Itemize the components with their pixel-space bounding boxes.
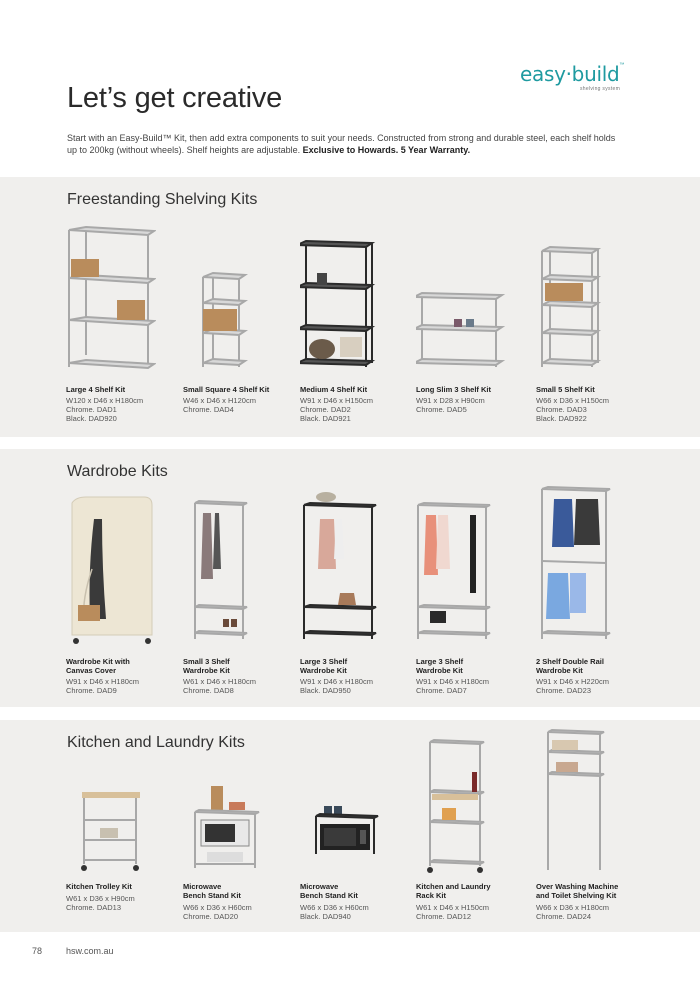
section-title: Freestanding Shelving Kits [67,191,258,208]
product-code: Chrome. DAD23 [536,686,592,695]
product-name: Wardrobe Kit with [66,657,130,666]
product-dimensions: W66 x D36 x H60cm [183,903,252,912]
product-dimensions: W91 x D46 x H180cm [66,677,139,686]
section-title: Kitchen and Laundry Kits [67,734,245,751]
product-name: Kitchen and Laundry [416,882,491,891]
product-dimensions: W91 x D46 x H150cm [300,396,373,405]
product-dimensions: W91 x D46 x H180cm [416,677,489,686]
intro-bold: Exclusive to Howards. 5 Year Warranty. [302,145,471,155]
product-name-line2: Canvas Cover [66,666,117,675]
page-number: 78 [32,946,43,956]
product-name-line2: Wardrobe Kit [536,666,583,675]
product-code: Chrome. DAD9 [66,686,117,695]
product-code: Chrome. DAD7 [416,686,467,695]
footer-url[interactable]: hsw.com.au [66,946,114,956]
brand-name: easy·build [520,62,620,86]
product-dimensions: W91 x D46 x H220cm [536,677,609,686]
product-code: Chrome. DAD12 [416,912,472,921]
section-freestanding [0,177,700,437]
product-code: Chrome. DAD2 [300,405,351,414]
product-code-alt: Black. DAD920 [66,414,117,423]
product-image [536,483,636,649]
product-image [536,728,636,876]
product-image [416,736,516,876]
brand-logo [520,62,640,96]
product-code-alt: Black. DAD922 [536,414,587,423]
product-code: Chrome. DAD5 [416,405,467,414]
product-name: Kitchen Trolley Kit [66,882,132,891]
product-name: Microwave [300,882,339,891]
page-title: Let’s get creative [67,82,283,114]
product-name-line2: Wardrobe Kit [183,666,230,675]
section-wardrobe [0,449,700,707]
product-code: Chrome. DAD24 [536,912,592,921]
product-name-line2: Bench Stand Kit [183,891,241,900]
intro-plain: Start with an Easy-Build™ Kit, then add extra components to suit your needs. Constructed from strong and durable steel, each shelf holds up to 200kg (without wheels). Shelf heights are adjustable. [67,133,616,155]
product-image [416,489,516,649]
product-dimensions: W120 x D46 x H180cm [66,396,144,405]
product-image [183,489,283,649]
product-dimensions: W66 x D36 x H150cm [536,396,609,405]
product-dimensions: W66 x D36 x H180cm [536,903,609,912]
product-code: Black. DAD940 [300,912,351,921]
product-image [66,772,166,876]
product-name-line2: Wardrobe Kit [416,666,463,675]
product-dimensions: W46 x D46 x H120cm [183,396,256,405]
product-image [66,225,156,375]
product-dimensions: W61 x D46 x H180cm [183,677,256,686]
product-name-line2: Bench Stand Kit [300,891,358,900]
product-dimensions: W91 x D46 x H180cm [300,677,373,686]
product-image [300,225,400,375]
product-code-alt: Black. DAD921 [300,414,351,423]
product-name: Over Washing Machine [536,882,619,891]
product-code: Chrome. DAD1 [66,405,117,414]
product-name: Medium 4 Shelf Kit [300,385,368,394]
product-name: Small 3 Shelf [183,657,230,666]
product-dimensions: W91 x D28 x H90cm [416,396,485,405]
product-name: Large 3 Shelf [416,657,464,666]
product-image [536,225,636,375]
product-name-line2: Rack Kit [416,891,447,900]
product-image [300,772,400,876]
brand-trademark: ™ [619,62,625,68]
product-dimensions: W61 x D46 x H150cm [416,903,489,912]
brand-tagline: shelving system [580,86,621,92]
product-dimensions: W61 x D36 x H90cm [66,894,135,903]
product-name: 2 Shelf Double Rail [536,657,604,666]
product-name: Long Slim 3 Shelf Kit [416,385,492,394]
product-code: Black. DAD950 [300,686,351,695]
product-image [183,225,283,375]
product-code: Chrome. DAD3 [536,405,587,414]
product-name-line2: and Toilet Shelving Kit [536,891,617,900]
product-code: Chrome. DAD4 [183,405,234,414]
product-name: Large 4 Shelf Kit [66,385,126,394]
section-kitchen-laundry [0,720,700,932]
product-name-line2: Wardrobe Kit [300,666,347,675]
product-dimensions: W66 x D36 x H60cm [300,903,369,912]
product-code: Chrome. DAD8 [183,686,234,695]
product-image [183,772,283,876]
product-name: Large 3 Shelf [300,657,348,666]
product-code: Chrome. DAD13 [66,903,122,912]
product-image [300,489,400,649]
product-name: Small Square 4 Shelf Kit [183,385,270,394]
section-title: Wardrobe Kits [67,463,168,480]
product-name: Small 5 Shelf Kit [536,385,595,394]
product-name: Microwave [183,882,222,891]
product-image [416,225,516,375]
product-image [66,489,166,649]
product-code: Chrome. DAD20 [183,912,239,921]
intro-text [67,132,627,156]
